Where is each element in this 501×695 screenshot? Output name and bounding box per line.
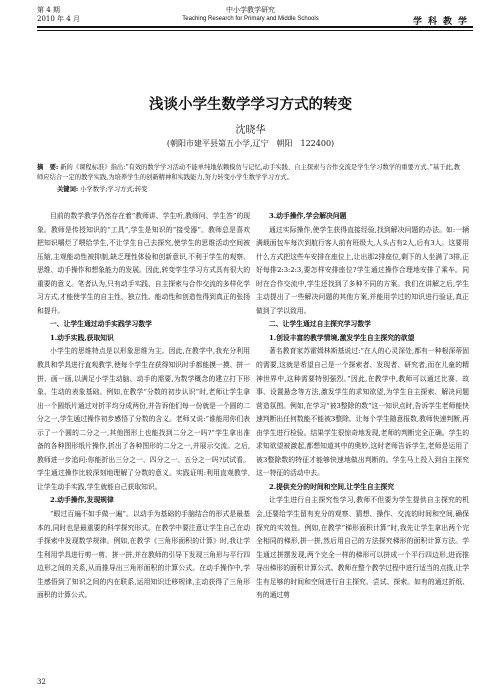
- article-author: 沈晓华: [235, 125, 266, 136]
- section-heading: 3.动手操作,学会解决问题: [269, 212, 347, 220]
- section-heading: 2.动手操作,发现规律: [50, 496, 114, 505]
- abstract-text: 新的《课程标准》指出:“有效的数学学习活动不能单纯地依赖模仿与记忆,动手实践、自主探索与合作交流是学生学习数学的重要方式。”基于此,教师应结合一定的教学实践,为培养学生的创新精神和实践能力,努力转变小学生数学学习方式。: [37, 164, 461, 181]
- body-paragraph: “眼过百遍不如手做一遍”。以动手为基础的手脑结合的形式是最基本的,同时也是最重要的科学探究形式。在教学中要注意让学生自己在动手探索中发现数学规律。例如,在教学《三角形面积的计算》时,我让学生利用学具进行剪一剪、拼一拼,并在教师的引导下发现三角形与平行四边形之间的关系,从而推导出三角形面积的计算公式。在动手操作中,学生感悟到了知识之间的内在联系,运用知识迁移规律,主动获得了三角形面积的计算公式。: [37, 510, 250, 600]
- body-column-right: [256, 210, 469, 603]
- header-journal-cn: 中小学教学研究: [226, 6, 275, 14]
- section-heading: 二、让学生通过自主探究学习数学: [269, 320, 371, 329]
- page-number: 32: [37, 678, 46, 686]
- keywords: [57, 185, 147, 195]
- abstract-label: 摘 要:: [37, 164, 59, 171]
- body-paragraph: 目前的数学教学仍然存在着“教师讲、学生听,教师问、学生答”的现象。教师是传授知识的“工具”,学生是知识的“接受器”。教师总是喜欢把知识嚼烂了喂给学生,不让学生自己去探究,使学生的思维活动空间被压缩,主观能动性被抑制,缺乏理性体验和创新意识,不利于学生的观察、思维、动手操作和想象能力的发展。因此,转变学生学习方式具有很大的重要的意义。笔者认为,只有动手实践、自主探索与合作交流的多样化学习方式,才能使学生的自主性、独立性、能动性和创造性得到真正的张扬和提升。: [37, 212, 250, 315]
- section-heading: 1.创设丰富的教学情境,激发学生自主探究的欲望: [269, 333, 415, 342]
- header-rule-thin: [37, 30, 473, 31]
- article-title: 浅谈小学生数学学习方式的转变: [149, 97, 352, 113]
- body-paragraph: 小学生的思维特点是以形象思维为主。因此,在教学中,我充分利用教具和学具进行直观教学,使每个学生在获得知识时手都能摸一摸、拼一拼、画一画,以满足小学生动脑、动手的需要,为数学概念的建立打下形象、生动的表象基础。例如,在教学“分数的初步认识”时,老师让学生拿出一个圆纸片通过对折平均分成两份,并告诉他们每一份就是一个圆的二分之一,学生通过操作初步感悟了分数的含义。老师又说:“谁能用你们表示了一个圆的二分之一,其他图形上也能找到二分之一吗?”学生拿出准备的各种图形纸片操作,折出了各种图形的二分之一,并展示交流。之后,教师进一步追问:你能折出三分之一、四分之一、五分之一吗?试试看。学生通过操作比较深刻地理解了分数的意义。实践证明:利用直观教学,让学生动手实践,学生就能自己获取知识。: [37, 347, 250, 491]
- header-issue: 第 4 期: [37, 6, 60, 14]
- header-journal-en: Teaching Research for Primary and Middle Schools: [182, 16, 319, 22]
- keywords-label: 关键词:: [57, 186, 79, 193]
- section-heading: 一、让学生通过动手实践学习数学: [50, 320, 152, 329]
- body-paragraph: 著名教育家苏霍姆林斯基说过:“在人的心灵深处,都有一种根深蒂固的需要,这就是希望自己是一个探索者、发现者、研究者,而在儿童的精神世界中,这种需要特别强烈。”因此,在教学中,教师可以通过比赛、故事、设置悬念等方法,激发学生的求知欲望,为学生自主探索、解决问题营造氛围。例如,在学习“被3整除的数”这一知识点时,告诉学生老师能快速判断出任何数能不能被3整除。让每个学生随意报数,教师快速判断,再由学生进行检验。结果学生很惊奇地发现,老师的判断完全正确。学生的求知欲望被激起,都想知道其中的奥妙,这时老师告诉学生,老师是运用了被3整除数的特征才能够快速地做出判断的。学生马上投入到自主探究这一特征的活动中去。: [256, 347, 469, 478]
- body-paragraph: 让学生进行自主探究性学习,教师不但要为学生提供自主探究的机会,还要给学生留有充分的观察、猜想、操作、交流的时间和空间,确保探究的实效性。例如,在教学“梯形面积计算”时,我先让学生拿出两个完全相同的梯形,拼一拼,然后用自己的方法探究梯形的面积计算方法。学生通过拼摆发现,两个完全一样的梯形可以拼成一个平行四边形,进而推导出梯形的面积计算公式。教师在整个教学过程中进行适当的点拨,让学生有足够的时间和空间进行自主探究、尝试、探索。如有的通过折纸、有的通过剪: [256, 496, 469, 600]
- header-section: 学科教学: [412, 17, 473, 27]
- section-heading: 2.提供充分的时间和空间,让学生自主探究: [269, 482, 395, 491]
- article-affiliation: (朝阳市建平县第五小学,辽宁 朝阳 122400): [166, 139, 335, 148]
- body-paragraph: 通过实际操作,使学生获得直接经验,找到解决问题的办法。如:一辆满载面包车每次到航行客人前有班级大,人头占有2人,后有3人。这要用什么方式把这些车安排在座位上,让出那2排座位,剩下的人坐满了3排,正好每排2:3:2:3,要怎样安排座位?学生通过操作合理地安排了乘车。同时在合作交流中,学生还找到了多种不同的方案。我们在讲解之后,学生主动提出了一些解决问题的其他方案,并能用学过的知识进行验证,真正做到了学以致用。: [256, 225, 469, 315]
- section-heading: 1.动手实践,获取知识: [50, 333, 114, 342]
- abstract: [37, 163, 462, 183]
- body-column-left: [37, 210, 250, 603]
- keywords-text: 小学数学;学习方式;转变: [80, 186, 148, 193]
- header-rule-thick: [37, 26, 473, 28]
- header-date: 2010 年 4 月: [37, 15, 80, 23]
